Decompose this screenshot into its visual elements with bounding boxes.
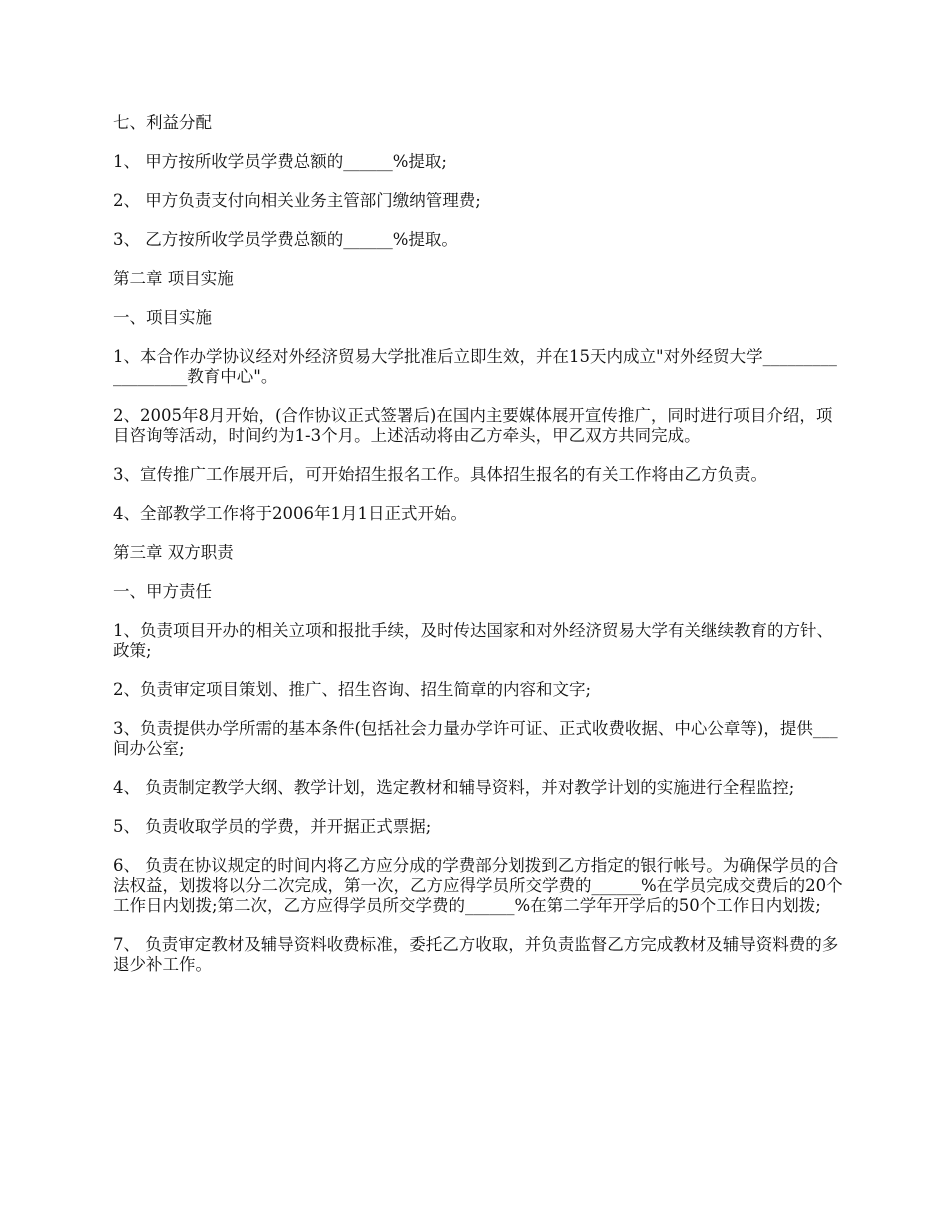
paragraph: 5、 负责收取学员的学费，并开据正式票据; (113, 817, 432, 836)
paragraph: 4、 负责制定教学大纲、教学计划，选定教材和辅导资料，并对教学计划的实施进行全程监控; (113, 778, 795, 797)
paragraph: 4、全部教学工作将于2006年1月1日正式开始。 (113, 504, 467, 523)
section-heading: 一、项目实施 (113, 308, 212, 327)
paragraph: 3、宣传推广工作展开后，可开始招生报名工作。具体招生报名的有关工作将由乙方负责。 (113, 465, 767, 484)
paragraph: 7、 负责审定教材及辅导资料收费标准，委托乙方收取，并负责监督乙方完成教材及辅导资料费的多退少补工作。 (113, 935, 839, 974)
paragraph: 1、负责项目开办的相关立项和报批手续，及时传达国家和对外经济贸易大学有关继续教育的方针、政策; (113, 621, 833, 660)
paragraph: 6、 负责在协议规定的时间内将乙方应分成的学费部分划拨到乙方指定的银行帐号。为确保学员的合法权益，划拨将以分二次完成，第一次，乙方应得学员所交学费的______%在学员完成交费后的20个工作日内划拨;第二次，乙方应得学员所交学费的______%在第二学年开学后的50个工作日内划拨; (113, 856, 843, 915)
chapter-heading: 第二章 项目实施 (113, 269, 234, 288)
paragraph: 2、负责审定项目策划、推广、招生咨询、招生简章的内容和文字; (113, 680, 592, 699)
document-body (113, 113, 843, 994)
paragraph: 2、2005年8月开始，(合作协议正式签署后)在国内主要媒体展开宣传推广，同时进行项目介绍，项目咨询等活动，时间约为1-3个月。上述活动将由乙方牵头，甲乙双方共同完成。 (113, 406, 833, 445)
paragraph: 3、 乙方按所收学员学费总额的______%提取。 (113, 230, 458, 249)
section-heading: 七、利益分配 (113, 113, 212, 132)
chapter-heading: 第三章 双方职责 (113, 543, 234, 562)
paragraph: 1、本合作办学协议经对外经济贸易大学批准后立即生效，并在15天内成立"对外经贸大学__________________教育中心"。 (113, 347, 837, 386)
paragraph: 2、 甲方负责支付向相关业务主管部门缴纳管理费; (113, 191, 481, 210)
paragraph: 1、 甲方按所收学员学费总额的______%提取; (113, 152, 447, 171)
section-heading: 一、甲方责任 (113, 582, 212, 601)
paragraph: 3、负责提供办学所需的基本条件(包括社会力量办学许可证、正式收费收据、中心公章等)，提供___间办公室; (113, 719, 838, 758)
